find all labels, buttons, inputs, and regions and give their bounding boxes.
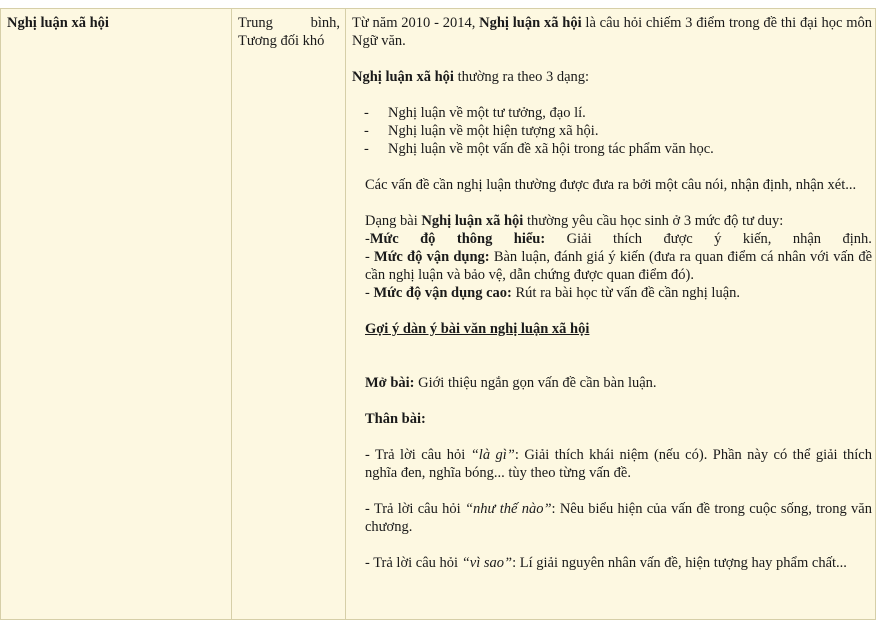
question-italic: “là gì”	[470, 447, 515, 463]
level-word: kiến,	[742, 231, 772, 247]
level-word: Giải	[566, 231, 592, 247]
list-item-text: Nghị luận về một vấn đề xã hội trong tác phẩm văn học.	[388, 141, 714, 157]
level-word: Mức	[369, 231, 399, 247]
column-divider	[345, 9, 346, 619]
intro-bold: Nghị luận xã hội	[479, 15, 582, 31]
question-italic: “như thế nào”	[464, 501, 552, 517]
body-heading-text: Thân bài:	[365, 411, 426, 427]
intro-paragraph	[352, 14, 872, 50]
level-word: định.	[842, 231, 872, 247]
column-divider	[231, 9, 232, 619]
levels-intro-text: Dạng bài	[365, 213, 418, 229]
question-text-2: : Lí giải nguyên nhân vấn đề, hiện tượng hay phẩm chất...	[512, 555, 847, 571]
list-item	[352, 122, 872, 140]
level-dash: -	[365, 285, 370, 301]
level-word: thích	[613, 231, 643, 247]
level-3	[365, 284, 872, 302]
outline-heading-text: Gợi ý dàn ý bài văn nghị luận xã hội	[365, 321, 590, 337]
intro-text-2: là câu hỏi chiếm 3 điểm trong đề thi đại học môn Ngữ văn.	[352, 15, 873, 49]
list-item	[352, 104, 872, 122]
difficulty-cell	[238, 14, 340, 50]
level-word: ý	[714, 231, 722, 247]
topic-cell: Nghị luận xã hội	[7, 15, 109, 31]
forms-list	[352, 104, 872, 158]
difficulty-word: bình,	[310, 15, 340, 31]
question-italic: “vì sao”	[461, 555, 513, 571]
list-item	[352, 140, 872, 158]
levels-intro-text-2: thường yêu cầu học sinh ở 3 mức độ tư duy:	[526, 213, 784, 229]
question-2	[365, 500, 872, 536]
forms-text: thường ra theo 3 dạng:	[457, 69, 590, 85]
level-2	[365, 248, 872, 284]
opening-paragraph	[365, 374, 872, 392]
forms-bold: Nghị luận xã hội	[352, 69, 454, 85]
opening-label: Mở bài:	[365, 375, 415, 391]
bullet-dash: -	[364, 141, 369, 157]
question-text-2: : Giải thích khái niệm (nếu có). Phần này có thể giải thích nghĩa đen, nghĩa bóng... tùy theo từng vấn đề.	[365, 447, 872, 481]
levels-intro	[365, 212, 872, 230]
question-1	[365, 446, 872, 482]
level-word: độ	[420, 231, 436, 247]
levels-intro-bold: Nghị luận xã hội	[421, 213, 524, 229]
outline-heading	[365, 320, 872, 338]
level-word: được	[663, 231, 693, 247]
question-text-2: : Nêu biểu hiện của vấn đề trong cuộc sống, trong văn chương.	[365, 501, 872, 535]
question-3	[365, 554, 872, 572]
level-label: Mức độ vận dụng cao:	[373, 285, 512, 301]
level-label: Mức độ vận dụng:	[374, 249, 490, 265]
level-text: Rút ra bài học từ vấn đề cần nghị luận.	[515, 285, 741, 301]
bullet-dash: -	[364, 105, 369, 121]
level-1	[365, 230, 872, 248]
level-dash: -	[365, 249, 370, 265]
issues-paragraph: Các vấn đề cần nghị luận thường được đưa ra bởi một câu nói, nhận định, nhận xét...	[365, 177, 857, 193]
description-cell	[352, 14, 872, 572]
question-text: - Trả lời câu hỏi	[365, 501, 461, 517]
level-word: thông	[456, 231, 493, 247]
list-item-text: Nghị luận về một hiện tượng xã hội.	[388, 123, 599, 139]
intro-text: Từ năm 2010 - 2014,	[352, 15, 476, 31]
body-heading	[365, 410, 872, 428]
level-word: hiểu:	[513, 231, 546, 247]
question-text: - Trả lời câu hỏi	[365, 555, 459, 571]
question-text: - Trả lời câu hỏi	[365, 447, 466, 463]
level-word: nhận	[792, 231, 822, 247]
opening-text: Giới thiệu ngắn gọn vấn đề cần bàn luận.	[418, 375, 657, 391]
list-item-text: Nghị luận về một tư tưởng, đạo lí.	[388, 105, 586, 121]
difficulty-line: Tương đối khó	[238, 33, 325, 49]
level-text: Bàn luận, đánh giá ý kiến (đưa ra quan điểm cá nhân với vấn đề cần nghị luận và bảo vệ, dẫn chứng được quan điểm đó).	[365, 249, 873, 283]
bullet-dash: -	[364, 123, 369, 139]
difficulty-word: Trung	[238, 15, 273, 31]
content-table	[0, 8, 876, 620]
forms-paragraph	[352, 68, 872, 86]
level-dash: -	[365, 231, 370, 247]
levels-block	[365, 212, 872, 302]
